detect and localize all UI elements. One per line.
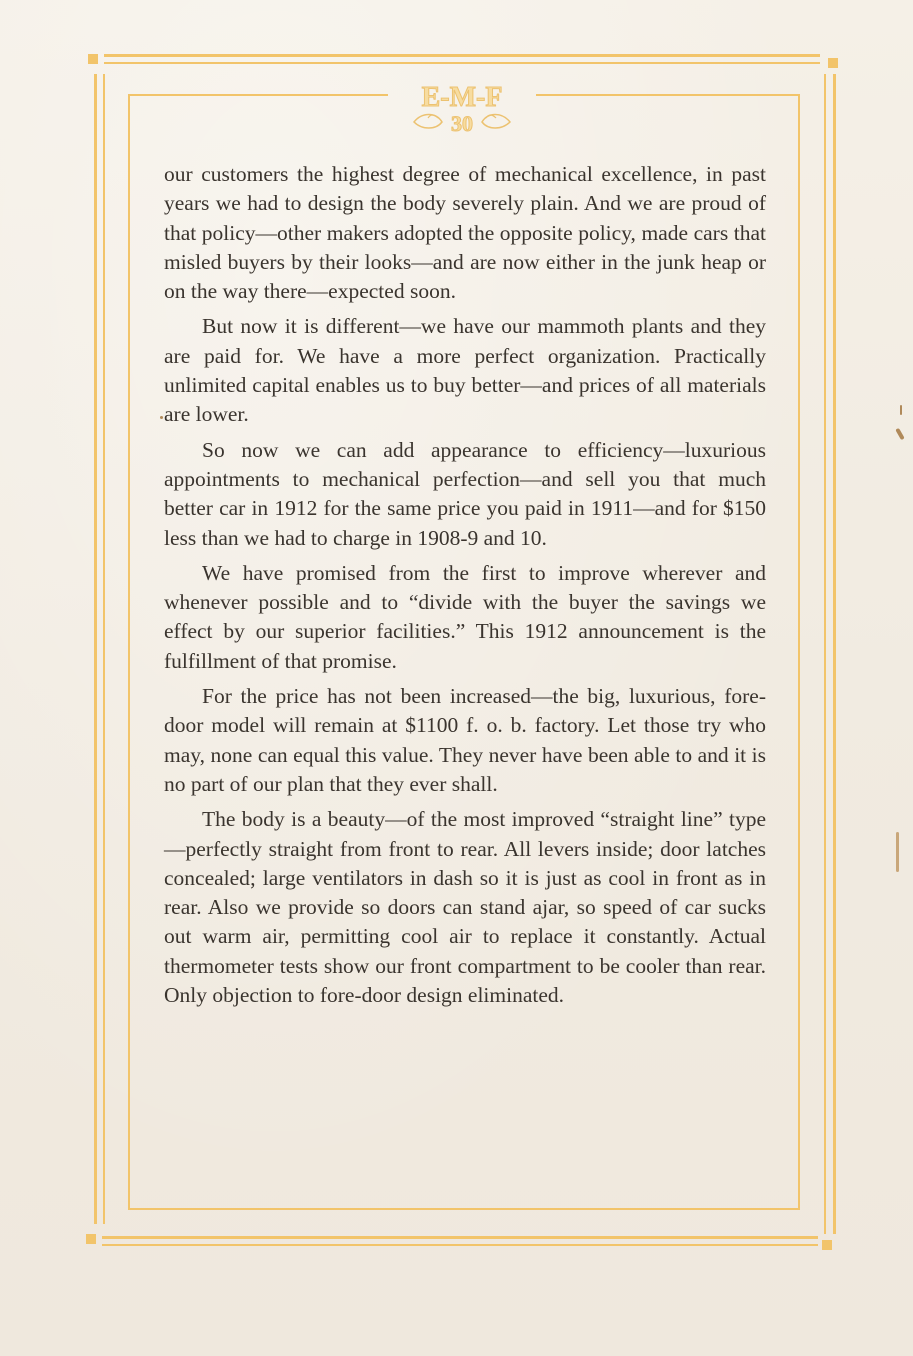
inner-frame-bottom xyxy=(128,1208,800,1210)
bottom-rule-outer xyxy=(102,1236,818,1239)
paragraph-2: But now it is different—we have our mammoth plants and they are paid for. We have a more perfect organization. Practically unlimited capital enables us to buy better—and prices of all materials are lower. xyxy=(164,314,766,427)
paragraph-1: our customers the highest degree of mechanical excellence, in past years we had to design the body severely plain. And we are proud of that policy—other makers adopted the opposite policy, made cars that misled buyers by their looks—and are now either in the junk heap or on the way there—expected soon. xyxy=(164,162,766,304)
body-text xyxy=(164,160,766,1016)
left-rule-outer xyxy=(94,74,97,1224)
corner-ornament-bottom-right xyxy=(822,1240,832,1250)
paper-speck xyxy=(900,405,902,415)
paragraph-3: So now we can add appearance to efficiency—luxurious appointments to mechanical perfection—and sell you that much better car in 1912 for the same price you paid in 1911—and for $150 less than we had to charge in 1908-9 and 10. xyxy=(164,437,766,550)
inner-frame-right xyxy=(798,94,800,1210)
corner-ornament-top-right xyxy=(828,58,838,68)
paper-speck xyxy=(895,428,904,440)
inner-frame-left xyxy=(128,94,130,1210)
inner-frame-top-right xyxy=(536,94,800,96)
top-rule-outer xyxy=(104,54,820,57)
paper-speck xyxy=(160,416,163,419)
corner-ornament-top-left xyxy=(88,54,98,64)
paragraph-5: For the price has not been increased—the big, luxurious, fore-door model will remain at $1100 f. o. b. factory. Let those try who may, none can equal this value. They never have been able to and it is no part of our plan that they ever shall. xyxy=(164,684,766,796)
paragraph-4: We have promised from the first to improve wherever and whenever possible and to “divide with the buyer the savings we effect by our superior facilities.” This 1912 announcement is the fulfillment of that promise. xyxy=(164,560,766,673)
corner-ornament-bottom-left xyxy=(86,1234,96,1244)
top-rule-inner xyxy=(104,62,820,64)
bottom-rule-inner xyxy=(102,1244,818,1246)
left-rule-inner xyxy=(103,74,105,1224)
right-rule-inner xyxy=(824,74,826,1234)
paper-speck xyxy=(896,832,899,872)
paragraph-6: The body is a beauty—of the most improved “straight line” type—perfectly straight from front to rear. All levers inside; door latches concealed; large ventilators in dash so it is just as cool in front as in rear. Also we provide so doors can stand ajar, so speed of car sucks out warm air, permitting cool air to replace it constantly. Actual thermometer tests show our front compartment to be cooler than rear. Only objection to fore-door design eliminated. xyxy=(164,807,766,1008)
inner-frame-top-left xyxy=(128,94,388,96)
right-rule-outer xyxy=(833,74,836,1234)
emf-logo-number: 30 xyxy=(451,111,473,136)
emf-logo xyxy=(402,78,522,138)
emf-logo-text: E-M-F xyxy=(421,82,503,113)
